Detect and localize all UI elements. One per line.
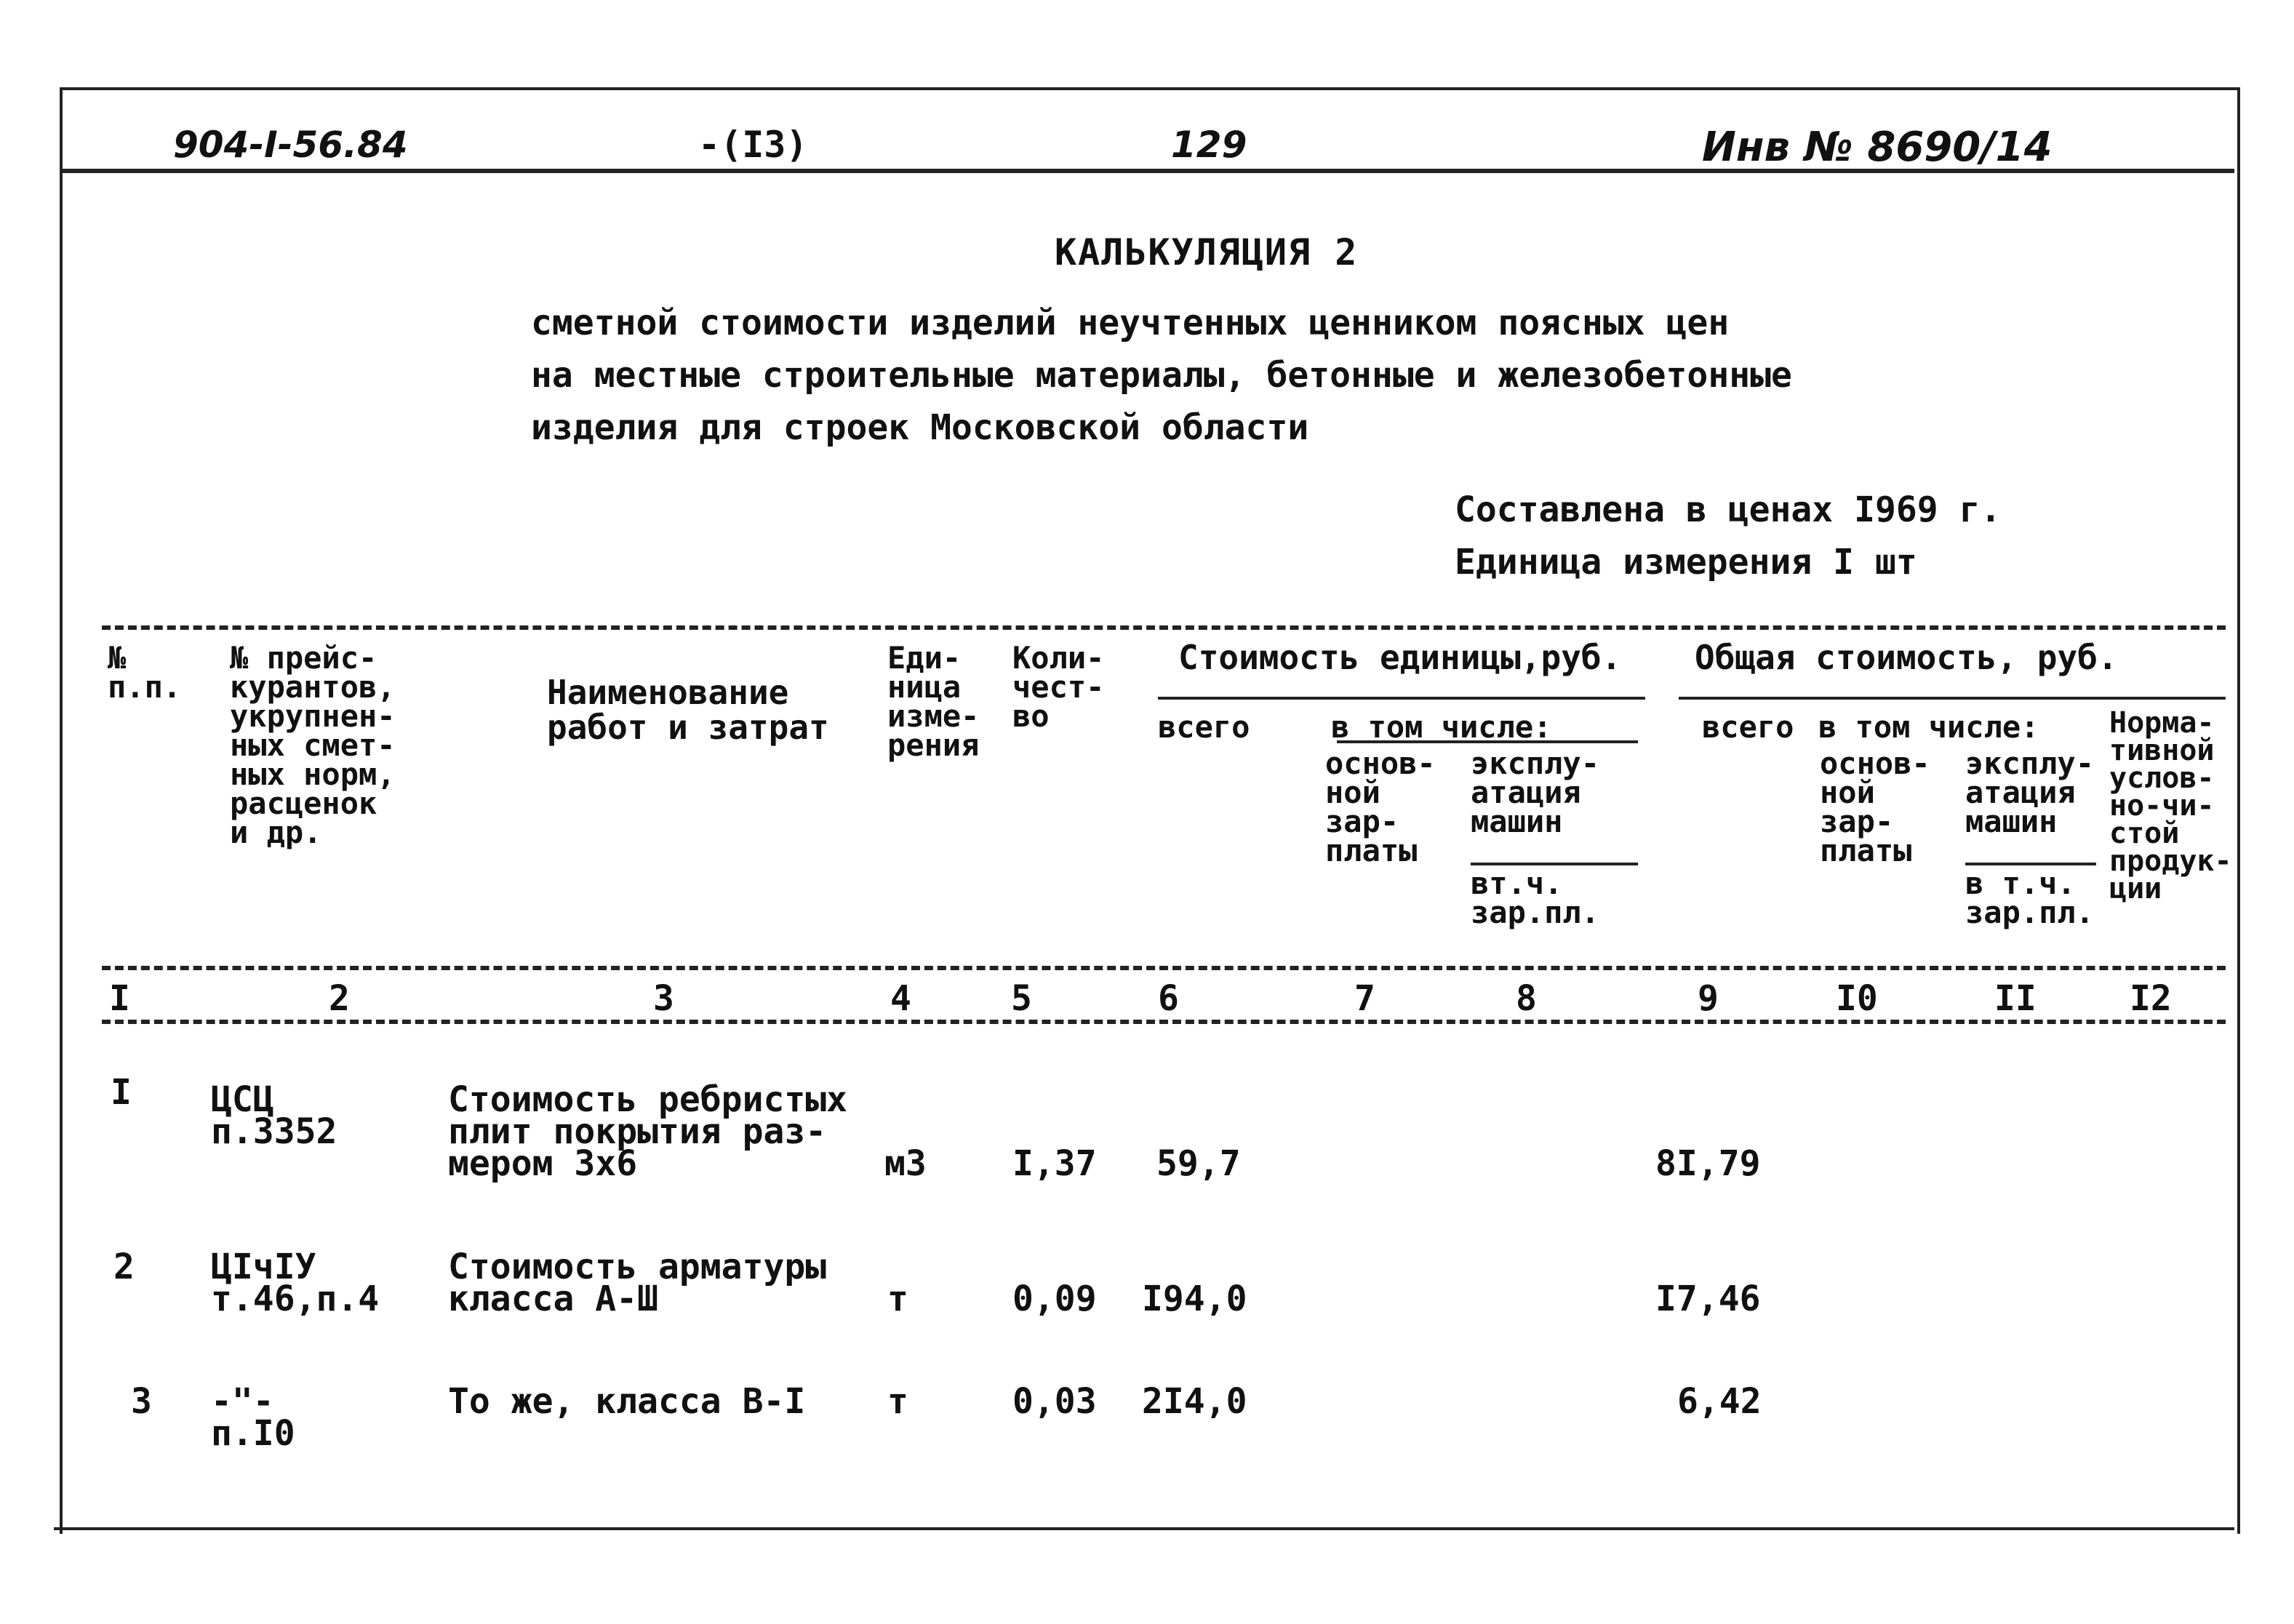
column-number: 9 [1698,978,1719,1019]
header-unit-cost-including: в том числе: [1331,709,1552,745]
column-number: I [109,978,130,1019]
unit-of-measure: Единица измерения I шт [1455,542,1917,583]
project-code: 904-I-56.84 [173,124,408,166]
header-total-cost-machines-wages: в т.ч. зар.пл. [1965,865,2095,930]
header-unit-cost-machines-wages: вт.ч. зар.пл. [1471,865,1600,930]
header-total-cost: Общая стоимость, руб. [1695,638,2118,677]
row-quantity: 0,09 [1012,1279,1097,1319]
page-number: 129 [1171,124,1247,166]
column-number: 5 [1011,978,1032,1019]
header-unit-cost: Стоимость единицы,руб. [1178,638,1622,677]
header-normative-production: Норма- тивной услов- но-чи- стой продук- ции [2109,706,2232,905]
column-numbers-bottom-rule [102,1020,2226,1024]
prices-year: Составлена в ценах I969 г. [1455,489,2002,530]
column-number: 4 [890,978,911,1019]
header-work-name: Наименование работ и затрат [547,673,829,747]
column-number: 2 [329,978,350,1019]
column-number: 8 [1516,978,1537,1019]
row-total-cost: I7,46 [1655,1279,1761,1319]
page-title: КАЛЬКУЛЯЦИЯ 2 [1055,231,1359,273]
row-unit: м3 [884,1143,927,1184]
row-work-name: То же, класса В-I [448,1381,806,1422]
header-unit-cost-machines: эксплу- атация машин [1471,745,1600,839]
row-unit: т [887,1279,908,1319]
table-top-rule [102,625,2226,630]
document-meta [1455,484,2001,588]
header-total-cost-total: всего [1702,709,1794,745]
row-quantity: I,37 [1012,1143,1097,1184]
frame-bottom-line [54,1527,2234,1530]
row-price-reference: ЦIчIУ т.46,п.4 [211,1247,380,1319]
row-total-cost: 6,42 [1677,1381,1762,1422]
row-price-reference: ЦСЦ п.3352 [211,1079,337,1152]
header-unit: Еди- ница изме- рения [887,640,980,763]
row-number: 2 [113,1247,135,1287]
column-number: II [1994,978,2037,1019]
document-subtitle [531,297,1792,454]
column-number: 3 [653,978,674,1019]
subtitle-line: сметной стоимости изделий неучтенных ценником поясных цен [531,303,1730,343]
row-quantity: 0,03 [1012,1381,1097,1422]
row-unit-cost-total: I94,0 [1142,1279,1247,1319]
row-unit-cost-total: 59,7 [1156,1143,1241,1184]
column-number: 7 [1354,978,1375,1019]
subtitle-line: изделия для строек Московской области [531,407,1309,448]
row-unit-cost-total: 2I4,0 [1142,1381,1247,1422]
row-work-name: Стоимость арматуры класса А-Ш [448,1247,827,1319]
row-number: I [111,1072,132,1113]
header-quantity: Коли- чест- во [1012,640,1105,734]
header-row-number: № п.п. [108,640,182,705]
row-unit: т [887,1381,908,1422]
row-total-cost: 8I,79 [1655,1143,1761,1184]
column-number: 6 [1158,978,1179,1019]
header-total-cost-wages: основ- ной зар- платы [1820,745,1930,868]
header-total-cost-machines: эксплу- атация машин [1965,745,2095,839]
header-unit-cost-wages: основ- ной зар- платы [1325,745,1436,868]
inventory-number: Инв № 8690/14 [1702,124,2053,171]
row-work-name: Стоимость ребристых плит покрытия раз- мером 3х6 [448,1079,848,1184]
header-unit-cost-total: всего [1158,709,1250,745]
total-cost-rule [1679,697,2226,700]
row-price-reference: -"- п.I0 [211,1381,295,1454]
column-numbers-top-rule [102,966,2226,970]
column-number: I2 [2130,978,2172,1019]
header-total-cost-including: в том числе: [1818,709,2039,745]
subtitle-line: на местные строительные материалы, бетонные и железобетонные [531,355,1792,396]
column-number: I0 [1836,978,1878,1019]
header-price-reference: № прейс- курантов, укрупнен- ных смет- ных норм, расценок и др. [230,640,396,850]
sheet-number: -(I3) [698,124,808,166]
unit-cost-rule [1158,697,1645,700]
row-number: 3 [131,1381,152,1422]
